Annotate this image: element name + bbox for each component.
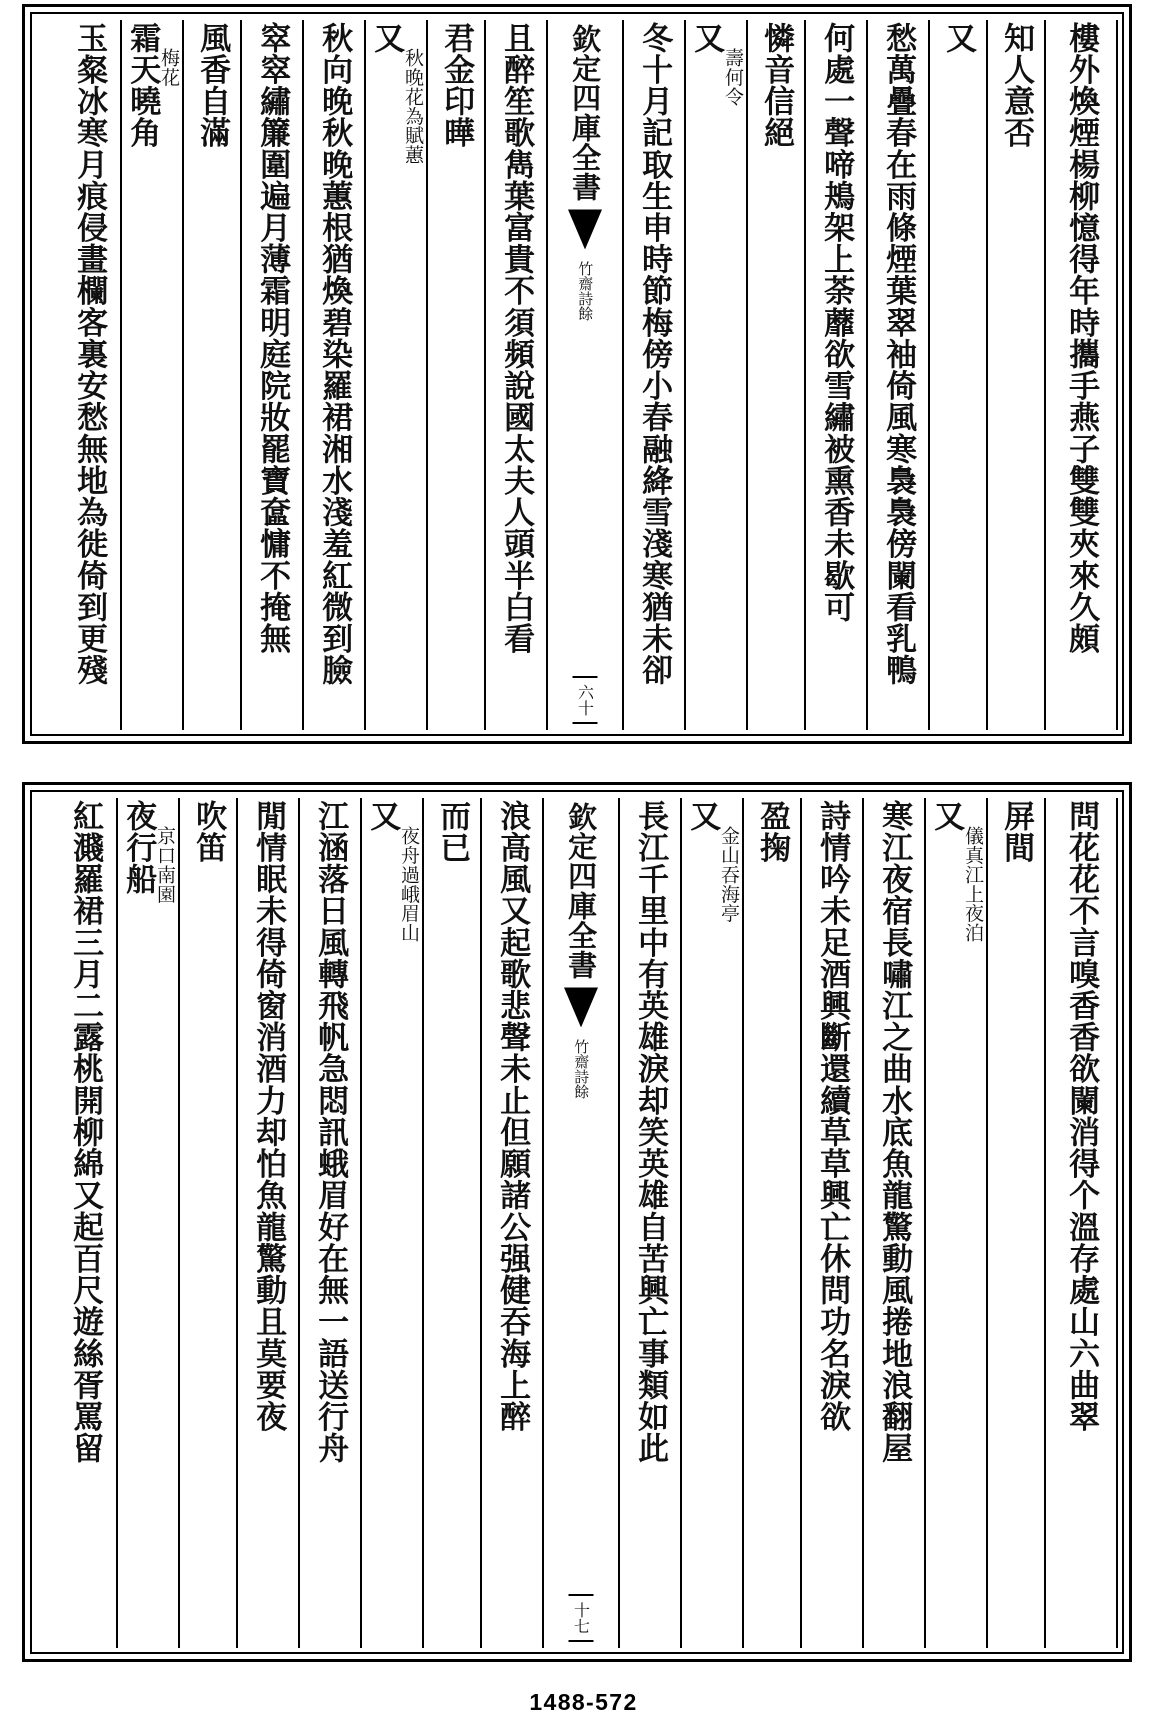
text-column: 秋向晚秋晚蕙根猶煥碧染羅裙湘水淺羞紅微到臉 <box>302 20 364 730</box>
text-column-with-annotation: 又 秋晚花為賦蕙 <box>364 20 426 730</box>
leaf-top-frame <box>30 12 1124 736</box>
inline-annotation: 夜舟過峨眉山 <box>397 826 420 943</box>
inline-annotation: 儀真江上夜泊 <box>961 826 984 943</box>
text-column: 憐音信絕 <box>746 20 804 730</box>
page-footer-id: 1488-572 <box>529 1689 638 1715</box>
text-column: 樓外煥煙楊柳憶得年時攜手燕子雙雙夾來久頗 <box>1044 20 1118 730</box>
text-column-with-annotation: 夜行船 京口南園 <box>116 798 178 1648</box>
text-column: 知人意否 <box>986 20 1044 730</box>
text-column: 窣窣繡簾圍遍月薄霜明庭院妝罷寶奩慵不掩無 <box>240 20 302 730</box>
text-column: 長江千里中有英雄淚却笑英雄自苦興亡事類如此 <box>618 798 680 1648</box>
inline-annotation: 金山吞海亭 <box>717 826 740 923</box>
series-title: 欽定四庫全書 <box>568 24 603 202</box>
text-column: 吹笛 <box>178 798 236 1648</box>
text-column: 冬十月記取生申時節梅傍小春融絳雪淺寒猶未卻 <box>622 20 684 730</box>
inline-annotation: 秋晚花為賦蕙 <box>401 48 424 165</box>
text-column-with-annotation: 又 壽何令 <box>684 20 746 730</box>
text-column: 寒江夜宿長嘯江之曲水底魚龍驚動風捲地浪翻屋 <box>862 798 924 1648</box>
text-column-with-annotation: 又 儀真江上夜泊 <box>924 798 986 1648</box>
text-column: 何處一聲啼鴂架上荼蘼欲雪繡被熏香未歇可 <box>804 20 866 730</box>
work-label: 竹齋詩餘 <box>576 261 595 322</box>
inline-annotation: 梅花 <box>157 48 180 87</box>
text-column: 屏間 <box>986 798 1044 1648</box>
scanned-leaf-bottom <box>22 782 1132 1662</box>
text-column: 又 <box>928 20 986 730</box>
series-title: 欽定四庫全書 <box>564 802 599 980</box>
work-label: 竹齋詩餘 <box>572 1039 591 1100</box>
inline-annotation: 京口南園 <box>153 826 176 904</box>
text-column: 玉粲冰寒月痕侵畫欄客裏安愁無地為徙倚到更殘 <box>71 22 108 687</box>
text-column: 愁萬疊春在雨條煙葉翠袖倚風寒裊裊傍闌看乳鴨 <box>866 20 928 730</box>
scanned-leaf-top <box>22 4 1132 744</box>
leaf-page-number: 十七 <box>569 1594 594 1642</box>
inline-annotation: 壽何令 <box>721 48 744 107</box>
text-column: 江涵落日風轉飛帆急悶訊蛾眉好在無一語送行舟 <box>298 798 360 1648</box>
text-column: 風香自滿 <box>182 20 240 730</box>
leaf-bottom-frame <box>30 790 1124 1654</box>
text-column: 閒情眠未得倚窗消酒力却怕魚龍驚動且莫要夜 <box>236 798 298 1648</box>
leaf-bottom-columns <box>36 798 1118 1648</box>
text-column: 紅濺羅裙三月二露桃開柳綿又起百尺遊絲胥罵留 <box>67 800 104 1465</box>
leaf-top-columns <box>36 20 1118 730</box>
series-title-column <box>542 798 618 1648</box>
text-column: 而已 <box>422 798 480 1648</box>
text-column-with-annotation: 又 金山吞海亭 <box>680 798 742 1648</box>
text-column: 詩情吟未足酒興斷還續草草興亡休問功名淚欲 <box>800 798 862 1648</box>
text-column-with-annotation: 霜天曉角 梅花 <box>120 20 182 730</box>
text-column: 浪高風又起歌悲聲未止但願諸公强健吞海上醉 <box>480 798 542 1648</box>
text-column: 且醉笙歌雋葉富貴不須頻說國太夫人頭半白看 <box>484 20 546 730</box>
wedge-marker-icon <box>568 209 602 249</box>
text-column: 盈掬 <box>742 798 800 1648</box>
text-column-with-annotation: 又 夜舟過峨眉山 <box>360 798 422 1648</box>
text-column: 問花花不言嗅香香欲闌消得个溫存處山六曲翠 <box>1044 798 1118 1648</box>
wedge-marker-icon <box>564 987 598 1027</box>
series-title-column <box>546 20 622 730</box>
text-column: 君金印曄 <box>426 20 484 730</box>
leaf-page-number: 六十 <box>573 676 598 724</box>
